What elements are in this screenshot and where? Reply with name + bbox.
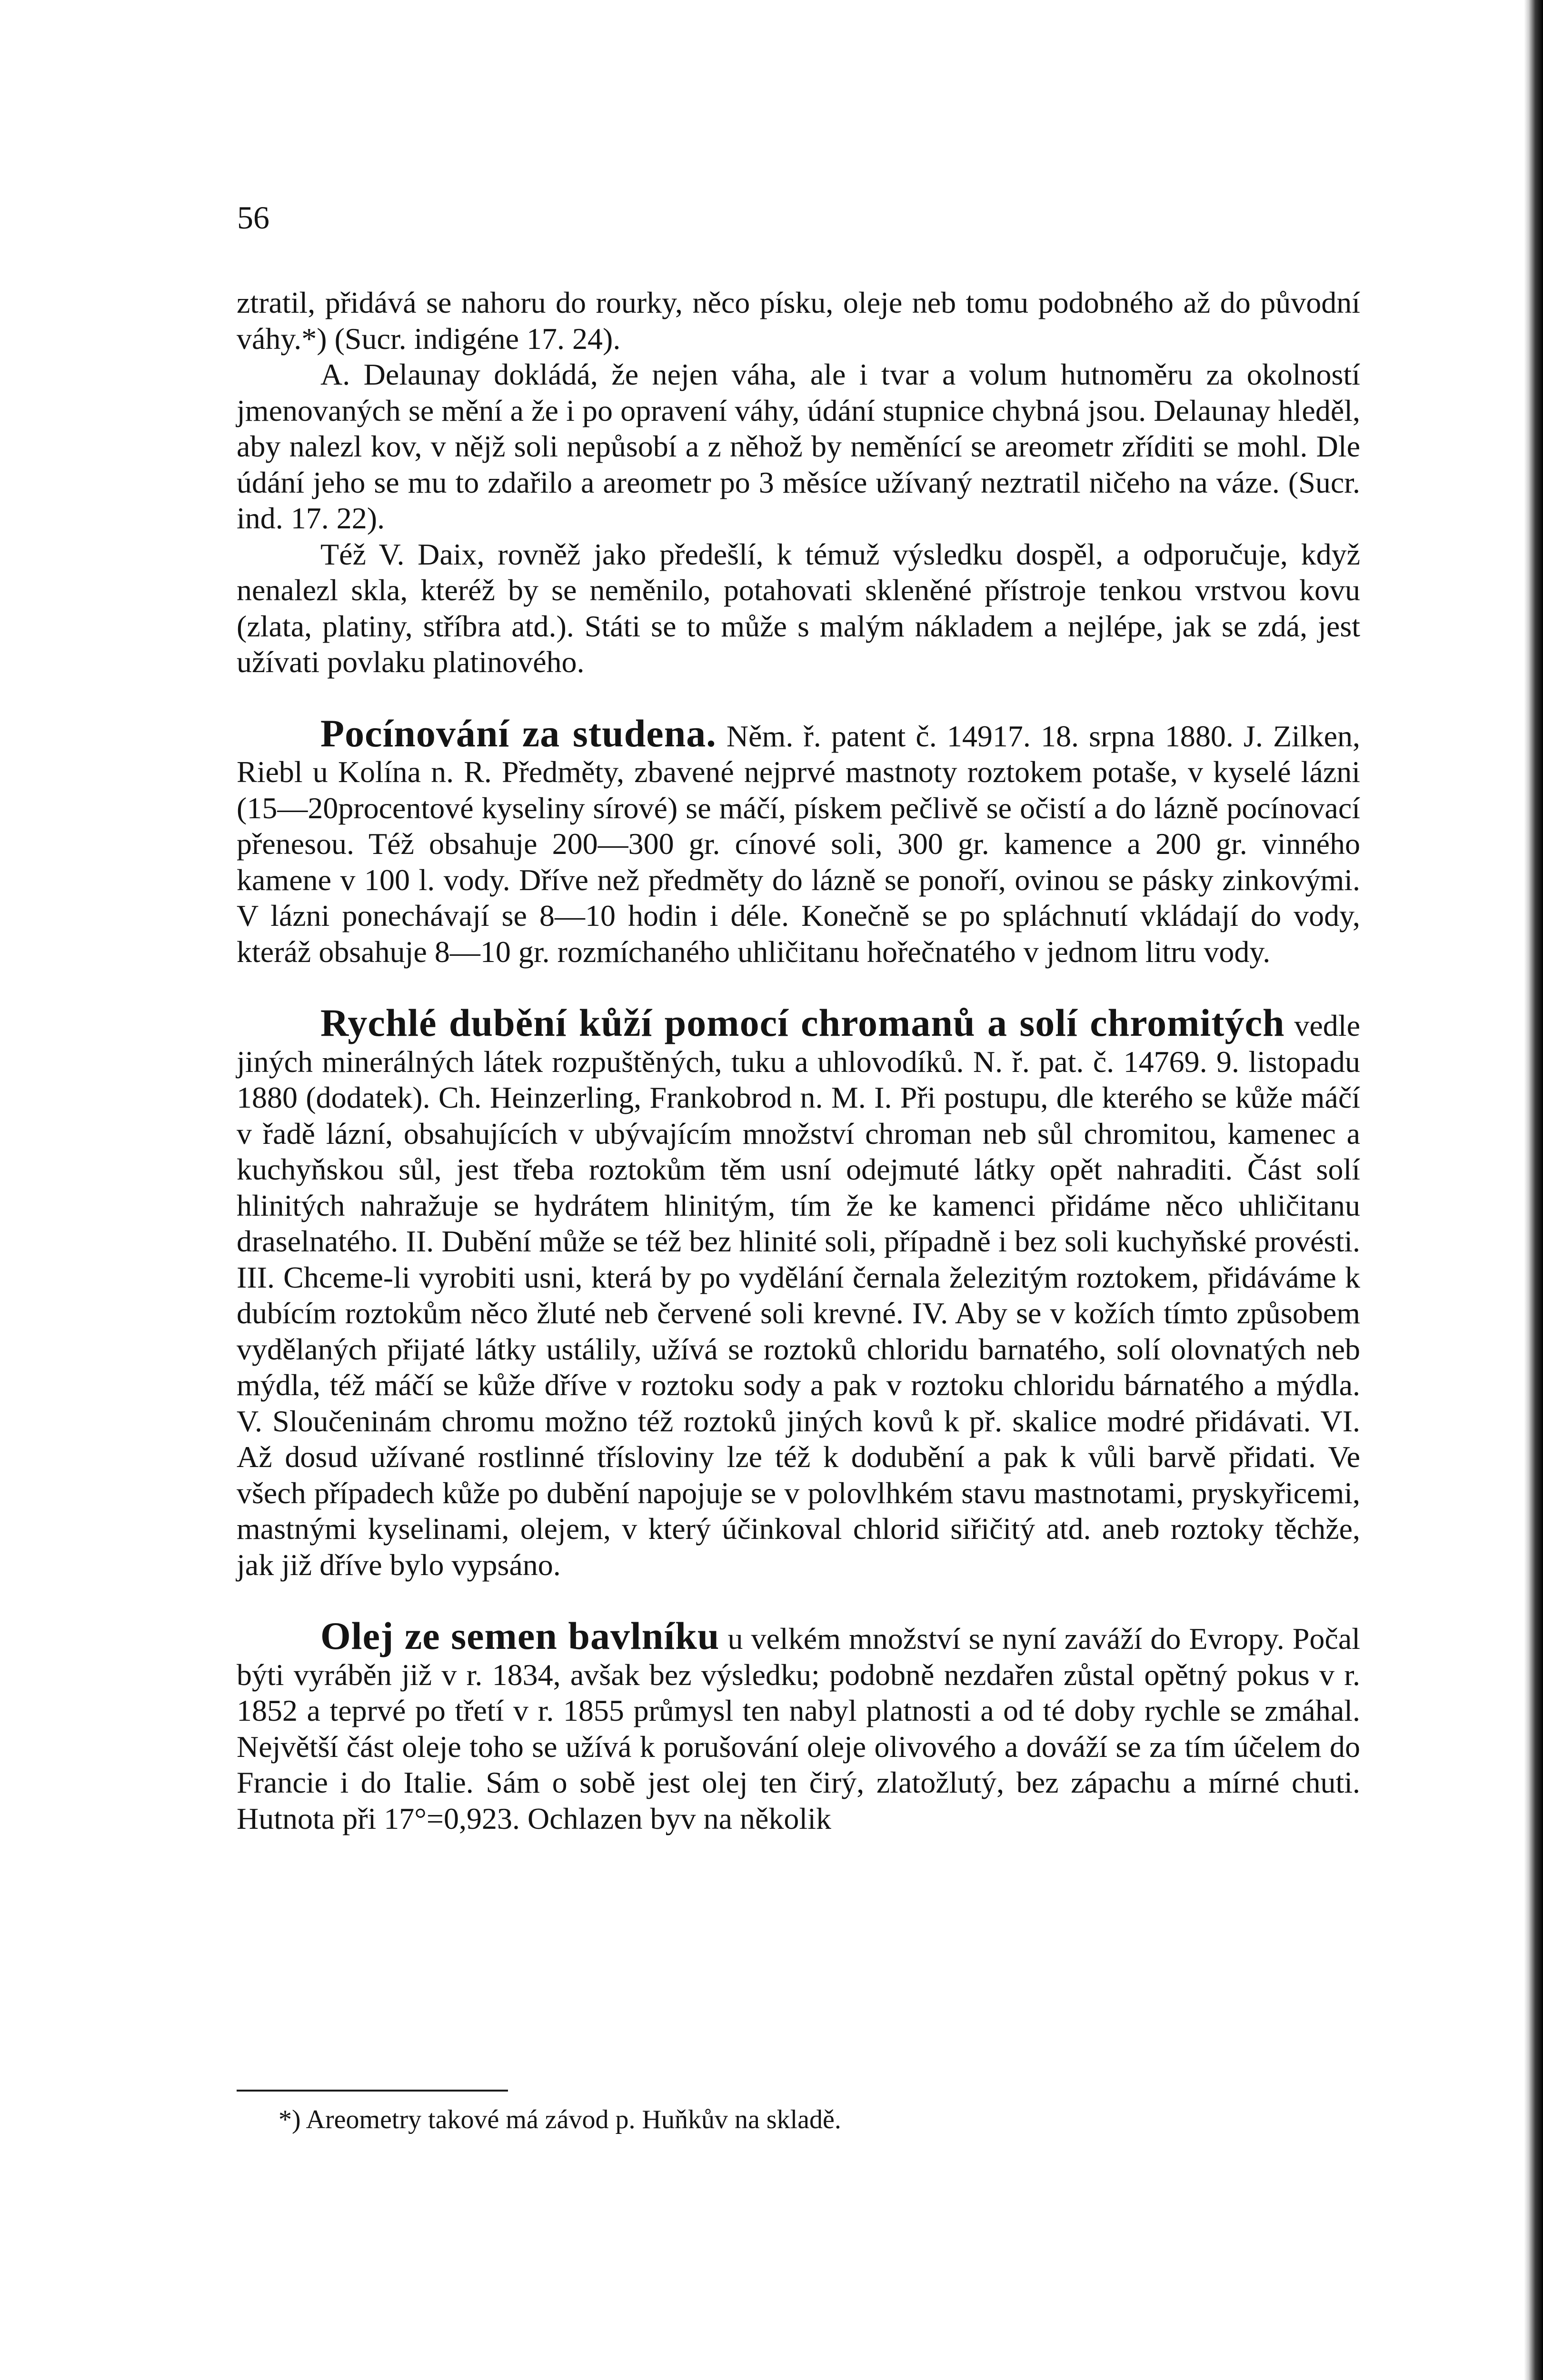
section-cotton-oil — [237, 1614, 1360, 1836]
paragraph-1: ztratil, přidává se nahoru do rourky, něco písku, oleje neb tomu podobného až do původní váhy.*) (Sucr. indigéne 17. 24). — [237, 286, 1360, 356]
text-column — [237, 285, 1360, 1836]
section-title-tanning: Rychlé dubění kůží pomocí chromanů a solí chromitých — [320, 1001, 1285, 1044]
footnote-rule — [237, 2090, 508, 2092]
paragraph-2: A. Delaunay dokládá, že nejen váha, ale i tvar a volum hutnoměru za okolností jmenovaných se mění a že i po opravení váhy, údání stupnice chybná jsou. Delaunay hleděl, aby nalezl kov, v nějž soli nepůsobí a z něhož by neměnící se areometr zříditi se mohl. Dle údání jeho se mu to zdařilo a areometr po 3 měsíce užívaný neztratil ničeho na váze. (Sucr. ind. 17. 22). — [237, 357, 1360, 535]
paragraph-3: Též V. Daix, rovněž jako předešlí, k témuž výsledku dospěl, a odporučuje, když nenalezl skla, kteréž by se neměnilo, potahovati skleněné přístroje tenkou vrstvou kovu (zlata, platiny, stříbra atd.). Státi se to může s malým nákladem a nejlépe, jak se zdá, jest užívati povlaku platinového. — [237, 537, 1360, 679]
section-tanning — [237, 1001, 1360, 1583]
section-title-tinning: Pocínování za studena. — [320, 711, 717, 755]
section-text-tinning: Něm. ř. patent č. 14917. 18. srpna 1880. J. Zilken, Riebl u Kolína n. R. Předměty, zbavené nejprvé mastnoty roztokem potaše, v kyselé lázni (15—20procentové kyseliny sírové) se máčí, pískem pečlivě se očistí a do lázně pocínovací přenesou. Též obsahuje 200—300 gr. cínové soli, 300 gr. kamence a 200 gr. vinného kamene v 100 l. vody. Dříve než předměty do lázně se ponoří, ovinou se pásky zinkovými. V lázni ponechávají se 8—10 hodin i déle. Konečně se po spláchnutí vkládají do vody, kteráž obsahuje 8—10 gr. rozmíchaného uhličitanu hořečnatého v jednom litru vody. — [237, 719, 1360, 969]
footnote: *) Areometry takové má závod p. Huňkův na skladě. — [279, 2105, 841, 2134]
section-text-cotton-oil: u velkém množství se nyní zaváží do Evropy. Počal býti vyráběn již v r. 1834, avšak bez výsledku; podobně nezdařen zůstal opětný pokus v r. 1852 a teprvé po třetí v r. 1855 průmysl ten nabyl platnosti a od té doby rychle se zmáhal. Největší část oleje toho se užívá k porušování oleje olivového a dováží se za tím účelem do Francie i do Italie. Sám o sobě jest olej ten čirý, zlatožlutý, bez zápachu a mírné chuti. Hutnota při 17°=0,923. Ochlazen byv na několik — [237, 1622, 1360, 1835]
section-title-cotton-oil: Olej ze semen bavlníku — [320, 1614, 720, 1657]
page-edge-shadow — [1524, 0, 1543, 2380]
page-number: 56 — [237, 199, 269, 236]
section-tinning — [237, 711, 1360, 970]
section-text-tanning: vedle jiných minerálných látek rozpuštěných, tuku a uhlovodíků. N. ř. pat. č. 14769. 9. listopadu 1880 (dodatek). Ch. Heinzerling, Frankobrod n. M. I. Při postupu, dle kterého se kůže máčí v řadě lázní, obsahujících v ubývajícím množství chroman neb sůl chromitou, kamenec a kuchyňskou sůl, jest třeba roztokům těm usní odejmuté látky opět nahraditi. Část solí hlinitých nahražuje se hydrátem hlinitým, tím že ke kamenci přidáme něco uhličitanu draselnatého. II. Dubění může se též bez hlinité soli, případně i bez soli kuchyňské provésti. III. Chceme-li vyrobiti usni, která by po vydělání černala železitým roztokem, přidáváme k dubícím roztokům něco žluté neb červené soli krevné. IV. Aby se v kožích tímto způsobem vydělaných přijaté látky ustálily, užívá se roztoků chloridu barnatého, solí olovnatých neb mýdla, též máčí se kůže dříve v roztoku sody a pak v roztoku chloridu bárnatého a mýdla. V. Sloučeninám chromu možno též roztoků jiných kovů k př. skalice modré přidávati. VI. Až dosud užívané rostlinné třísloviny lze též k dodubění a pak k vůli barvě přidati. Ve všech případech kůže po dubění napojuje se v polovlhkém stavu mastnotami, pryskyřicemi, mastnými kyselinami, olejem, v který účinkoval chlorid siřičitý atd. aneb roztoky těchže, jak již dříve bylo vypsáno. — [237, 1009, 1360, 1582]
